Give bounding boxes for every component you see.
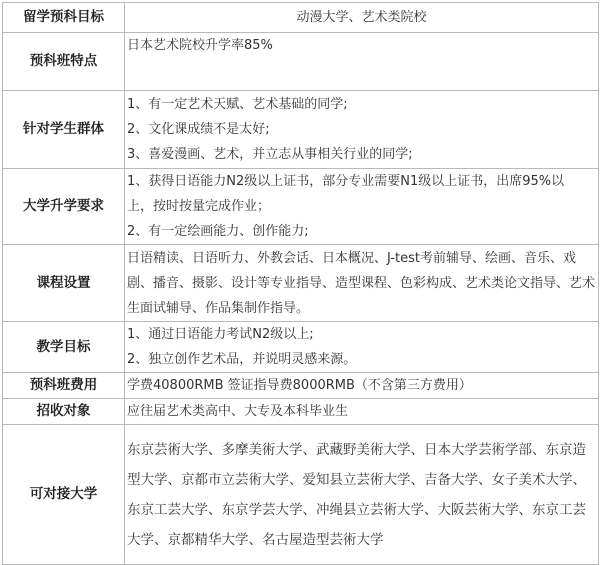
label-curriculum: 课程设置	[3, 245, 125, 322]
teaching-goal-line: 2、独立创作艺术品，并说明灵感来源。	[127, 352, 357, 367]
value-goal: 动漫大学、艺术类院校	[125, 3, 599, 33]
row-fees	[3, 373, 599, 399]
label-enrollment: 招收对象	[3, 399, 125, 425]
requirements-line: 2、有一定绘画能力、创作能力;	[127, 224, 309, 239]
value-features	[125, 33, 599, 91]
value-partner-universities	[125, 425, 599, 565]
teaching-goal-line: 1、通过日语能力考试N2级以上;	[127, 327, 314, 342]
label-features	[3, 33, 125, 91]
value-features-text: 日本艺术院校升学率85%	[127, 38, 273, 53]
label-teaching-goal: 教学目标	[3, 322, 125, 373]
label-goal: 留学预科目标	[3, 3, 125, 33]
row-admission-requirements	[3, 169, 599, 245]
target-students-line: 2、文化课成绩不是太好;	[127, 122, 270, 137]
target-students-line: 1、有一定艺术天赋、艺术基础的同学;	[127, 97, 348, 112]
value-target-students	[125, 91, 599, 169]
label-admission-requirements: 大学升学要求	[3, 169, 125, 245]
value-teaching-goal	[125, 322, 599, 373]
value-fees: 学费40800RMB 签证指导费8000RMB（不含第三方费用）	[125, 373, 599, 399]
row-features	[3, 33, 599, 91]
target-students-line: 3、喜爱漫画、艺术，并立志从事相关行业的同学;	[127, 147, 413, 162]
curriculum-text: 日语精读、日语听力、外教会话、日本概况、J-test考前辅导、绘画、音乐、戏剧、播音、摄影、设计等专业指导、造型课程、色彩构成、艺术类论文指导、艺术生面试辅导、作品集制作指导。	[127, 250, 596, 316]
label-target-students: 针对学生群体	[3, 91, 125, 169]
partner-universities-text: 东京芸術大学、多摩美術大学、武藏野美術大学、日本大学芸術学部、东京造型大学、京都市立芸術大学、爱知县立芸術大学、吉备大学、女子美术大学、东京工芸大学、东京学芸大学、冲绳县立芸術大学、大阪芸術大学、东京工芸大学、京都精华大学、名古屋造型芸術大学	[127, 441, 586, 548]
row-enrollment	[3, 399, 599, 425]
row-target-students	[3, 91, 599, 169]
label-fees: 预科班费用	[3, 373, 125, 399]
requirements-line: 上，按时按量完成作业；	[127, 199, 271, 214]
label-partner-universities: 可对接大学	[3, 425, 125, 565]
row-goal	[3, 3, 599, 33]
row-partner-universities	[3, 425, 599, 565]
value-curriculum	[125, 245, 599, 322]
requirements-line: 1、获得日语能力N2级以上证书，部分专业需要N1级以上证书，出席95%以	[127, 174, 565, 189]
value-admission-requirements	[125, 169, 599, 245]
row-teaching-goal	[3, 322, 599, 373]
label-features-text: 预科班特点	[29, 53, 98, 69]
value-enrollment: 应往届艺术类高中、大专及本科毕业生	[125, 399, 599, 425]
row-curriculum	[3, 245, 599, 322]
program-info-table	[2, 2, 599, 565]
